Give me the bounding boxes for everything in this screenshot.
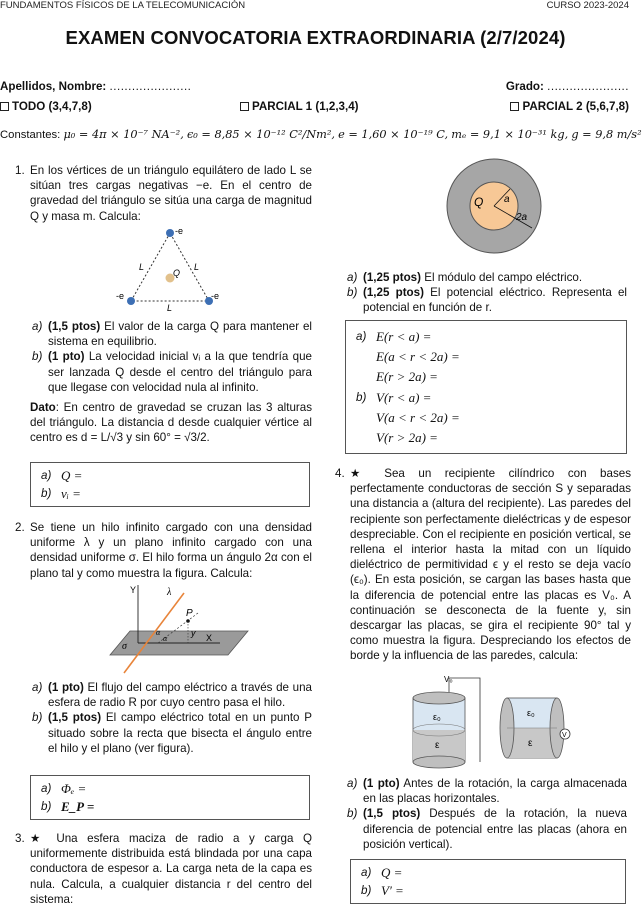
- name-label: Apellidos, Nombre:: [0, 80, 107, 93]
- question-1-parts: [30, 319, 312, 446]
- part-b-text: La velocidad inicial vᵢ a la que tendría que ser lanzada Q desde el centro del triángulo para que llegase con velocidad nula al infinito.: [48, 350, 312, 394]
- question-3-parts: [345, 270, 627, 316]
- shielded-sphere-figure: [440, 156, 550, 256]
- part-b-text: Después de la rotación, la nueva diferencia de potencial entre las placas (ahora en posición vertical).: [363, 807, 627, 851]
- bottom-plate: [413, 756, 465, 768]
- capacitor-rotation-figure: [405, 676, 575, 772]
- question-1: [15, 163, 312, 224]
- label-voltmeter: V: [562, 732, 567, 739]
- answer-4b[interactable]: b) V′ =: [361, 883, 404, 898]
- answer-v-inner: V(r < a) =: [376, 389, 432, 405]
- question-4-parts: [345, 776, 627, 852]
- option-todo[interactable]: [0, 99, 92, 114]
- label-eps-vertical: ε: [435, 740, 440, 751]
- part-a-points: (1,5 ptos): [48, 320, 101, 333]
- answer-2b[interactable]: b) E_P =: [41, 799, 95, 814]
- option-parcial1[interactable]: [240, 99, 359, 114]
- label-eps0-vertical: ε₀: [433, 712, 441, 722]
- part-a-points: (1 pto): [363, 777, 400, 790]
- part-a-label: a): [32, 681, 43, 694]
- checkbox-parcial1[interactable]: [240, 102, 249, 111]
- label-q: Q: [474, 195, 484, 209]
- const-mu0: μ₀ = 4π × 10⁻⁷ NA⁻²,: [63, 128, 184, 141]
- answer-box-1[interactable]: [30, 462, 310, 507]
- question-3-part-b: [345, 285, 627, 315]
- question-1-part-b: [30, 349, 312, 395]
- question-1-part-a: [30, 319, 312, 349]
- label-side-bottom: L: [167, 303, 173, 313]
- label-side-left: L: [139, 262, 145, 272]
- label-top-charge: -e: [175, 226, 184, 236]
- part-b-points: (1,5 ptos): [363, 807, 421, 821]
- option-parcial2[interactable]: [510, 99, 629, 114]
- option-parcial2-label: PARCIAL 2 (5,6,7,8): [522, 100, 629, 113]
- label-sigma: σ: [122, 641, 127, 652]
- question-2: [15, 520, 312, 581]
- label-point-p: P: [186, 608, 193, 619]
- answer-3-e3[interactable]: [356, 367, 616, 387]
- answer-3-v2[interactable]: [356, 408, 616, 428]
- answer-3-v3[interactable]: [356, 428, 616, 448]
- triangle-charges-figure: [112, 222, 224, 314]
- option-todo-label: TODO (3,4,7,8): [12, 100, 92, 113]
- answer-2a-text: Φₑ =: [61, 781, 87, 796]
- label-a: a: [504, 194, 510, 205]
- question-2-text: Se tiene un hilo infinito cargado con una densidad uniforme λ y un plano infinito cargado con una densidad uniforme σ. El hilo forma un ángulo 2α con el plano tal y como muestra la figura. Calcula:: [30, 521, 312, 580]
- const-g: g = 9,8 m/s²: [571, 128, 642, 141]
- answer-e-outer: E(r > 2a) =: [376, 369, 438, 385]
- question-1-dato: [30, 400, 312, 446]
- question-2-part-a: [30, 680, 312, 710]
- part-b-points: (1,5 ptos): [48, 711, 102, 725]
- answer-4a-text: Q =: [381, 865, 403, 880]
- grade-dots: ......................: [547, 80, 629, 93]
- name-dots: ......................: [109, 80, 192, 93]
- question-1-text: En los vértices de un triángulo equilátero de lado L se sitúan tres cargas negativas −e. En el centro de gravedad del triángulo se sitúa una carga de magnitud Q y masa m. Calcula:: [30, 164, 312, 223]
- answer-1b[interactable]: b) vᵢ =: [41, 486, 81, 501]
- grade-label: Grado:: [505, 80, 544, 93]
- const-eps0: ϵ₀ = 8,85 × 10⁻¹² C²/Nm²,: [186, 128, 335, 141]
- answer-1a-text: Q =: [61, 468, 83, 483]
- question-4-part-b: [345, 806, 627, 852]
- course-year: CURSO 2023-2024: [546, 0, 629, 11]
- question-4: [335, 466, 631, 664]
- part-a-points: (1 pto): [48, 681, 84, 694]
- label-x-axis: X: [206, 633, 213, 643]
- checkbox-parcial2[interactable]: [510, 102, 519, 111]
- part-b-label: b): [32, 711, 43, 725]
- star-icon: ★: [30, 832, 47, 845]
- answer-box-4[interactable]: [350, 859, 626, 904]
- label-alpha-1: α: [156, 628, 161, 637]
- label-eps0-horizontal: ε₀: [527, 708, 535, 718]
- label-left-charge: -e: [116, 291, 125, 301]
- label-lambda: λ: [167, 587, 172, 598]
- course-name: FUNDAMENTOS FÍSICOS DE LA TELECOMUNICACIÓN: [0, 0, 246, 11]
- part-b-points: (1,25 ptos): [363, 286, 424, 300]
- top-plate: [413, 692, 465, 704]
- question-3-number: 3.: [15, 832, 25, 845]
- grade-field[interactable]: [506, 79, 629, 94]
- question-3: [15, 831, 312, 907]
- part-a-text: Antes de la rotación, la carga almacenada en las placas horizontales.: [363, 777, 627, 806]
- answer-2a[interactable]: a) Φₑ =: [41, 781, 87, 796]
- question-3-text: [30, 831, 312, 907]
- running-header: [0, 0, 631, 12]
- option-parcial1-label: PARCIAL 1 (1,2,3,4): [252, 100, 359, 113]
- answer-1a[interactable]: a) Q =: [41, 468, 83, 483]
- part-b-label: b): [347, 286, 358, 300]
- question-2-number: 2.: [15, 521, 25, 534]
- question-4-body: Sea un recipiente cilíndrico con bases perfectamente conductoras de sección S y separadas una distancia a (altura del recipiente). Las paredes del recipiente son perfectamente dieléctricas y de espesor despreciable. Con el recipiente en posición vertical, se rellena el interior hasta la mitad con un líquido dieléctrico de permitividad ϵ y el resto se deja vacío (ϵ₀). En esta posición, se cargan las bases hasta que la diferencia de potencial entre las placas es V₀. A continuación se desconecta de la fuente y, sin descargar las placas, se gira el recipiente 90° tal y como muestra la figura. Despreciando los efectos de borde y la influencia de las paredes, calcula:: [350, 467, 631, 663]
- part-b-text: El potencial eléctrico. Representa el potencial en función de r.: [363, 286, 627, 315]
- wire-plane-figure: [100, 583, 250, 683]
- name-field[interactable]: [0, 79, 191, 94]
- question-3-part-a: [345, 270, 627, 285]
- label-alpha-2: α: [163, 634, 168, 643]
- star-icon: ★: [350, 467, 371, 480]
- question-3-body: Una esfera maciza de radio a y carga Q uniformemente distribuida está blindada por una capa conductora de espesor a. La carga neta de la capa es nula. Calcula, a cualquier distancia r del centro del sistema:: [30, 832, 312, 906]
- const-me: mₑ = 9,1 × 10⁻³¹ kg,: [451, 128, 569, 141]
- answer-3-e1[interactable]: a) E(r < a) =: [356, 329, 432, 344]
- part-b-label: b): [347, 807, 358, 821]
- part-a-label: a): [32, 320, 43, 333]
- answer-2b-text: E_P =: [61, 799, 95, 814]
- answer-3-v1[interactable]: b) V(r < a) =: [356, 389, 432, 405]
- part-b-points: (1 pto): [48, 350, 85, 364]
- part-a-label: a): [347, 777, 358, 790]
- question-4-part-a: [345, 776, 627, 806]
- label-side-right: L: [194, 262, 200, 272]
- dato-label: Dato: [30, 401, 56, 415]
- label-right-charge: -e: [211, 291, 220, 301]
- constants-line: [0, 127, 642, 143]
- question-1-number: 1.: [15, 164, 25, 177]
- label-eps-horizontal: ε: [528, 738, 533, 749]
- part-a-points: (1,25 ptos): [363, 271, 421, 284]
- checkbox-todo[interactable]: [0, 102, 9, 111]
- answer-4b-text: V′ =: [381, 883, 404, 898]
- answer-e-shell: E(a < r < 2a) =: [376, 349, 460, 365]
- part-a-text: El módulo del campo eléctrico.: [424, 271, 583, 284]
- constants-label: Constantes:: [0, 129, 61, 141]
- answer-1b-text: vᵢ =: [61, 486, 81, 501]
- question-2-part-b: [30, 710, 312, 756]
- answer-box-3[interactable]: [345, 320, 627, 454]
- const-e: e = 1,60 × 10⁻¹⁹ C,: [338, 128, 449, 141]
- question-4-text: [350, 466, 631, 664]
- answer-v-outer: V(r > 2a) =: [376, 430, 438, 446]
- label-center-charge: Q: [173, 268, 181, 278]
- answer-v-shell: V(a < r < 2a) =: [376, 409, 460, 425]
- question-2-parts: [30, 680, 312, 756]
- label-2a: 2a: [516, 212, 528, 223]
- part-a-text: El flujo del campo eléctrico a través de una esfera de radio R por cuyo centro pasa el hilo.: [48, 681, 312, 710]
- label-y-axis: Y: [130, 585, 137, 595]
- charge-left: [127, 297, 135, 305]
- part-b-text: El campo eléctrico total en un punto P situado sobre la recta que bisecta el ángulo entre el hilo y el plano (ver figura).: [48, 711, 312, 755]
- question-4-number: 4.: [335, 467, 345, 480]
- part-a-label: a): [347, 271, 358, 284]
- answer-box-2[interactable]: [30, 775, 310, 820]
- answer-e-inner: E(r < a) =: [376, 329, 432, 344]
- label-y-distance: y: [191, 628, 196, 638]
- label-v0: V₀: [444, 675, 453, 684]
- dato-text: : En centro de gravedad se cruzan las 3 alturas del triángulo. La distancia d desde cualquier vértice al centro es d = L/√3 y sin 60° = √3/2.: [30, 401, 312, 445]
- exam-title: EXAMEN CONVOCATORIA EXTRAORDINARIA (2/7/2024): [65, 27, 566, 48]
- part-b-label: b): [32, 350, 43, 364]
- answer-4a[interactable]: a) Q =: [361, 865, 403, 880]
- part-a-text: El valor de la carga Q para mantener el sistema en equilibrio.: [48, 320, 312, 349]
- answer-3-e2[interactable]: [356, 347, 616, 367]
- charge-top: [166, 229, 174, 237]
